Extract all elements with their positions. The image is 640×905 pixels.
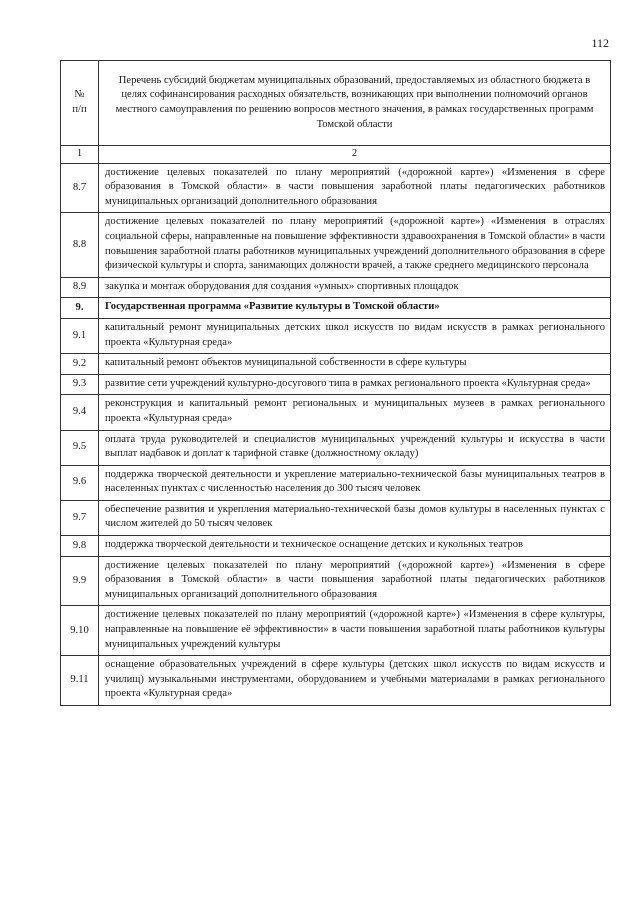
- table-row: [61, 536, 611, 557]
- row-description: закупка и монтаж оборудования для создания «умных» спортивных площадок: [99, 277, 611, 298]
- table-row: [61, 395, 611, 430]
- column-index-1: 1: [61, 146, 99, 164]
- table-section-row: [61, 298, 611, 319]
- row-description: капитальный ремонт объектов муниципальной собственности в сфере культуры: [99, 354, 611, 375]
- row-number: 9.7: [61, 500, 99, 535]
- column-index-row: [61, 146, 611, 164]
- table-row: [61, 430, 611, 465]
- table-row: [61, 465, 611, 500]
- table-row: [61, 656, 611, 706]
- row-number: 9.4: [61, 395, 99, 430]
- row-number: 9.3: [61, 374, 99, 395]
- row-number: 8.9: [61, 277, 99, 298]
- row-description: капитальный ремонт муниципальных детских школ искусств по видам искусств в рамках регионального проекта «Культурная среда»: [99, 318, 611, 353]
- row-description: оснащение образовательных учреждений в сфере культуры (детских школ искусств по видам искусств и училищ) музыкальными инструментами, оборудованием и учебными материалами в рамках регионального проекта «Культурная среда»: [99, 656, 611, 706]
- header-number-column: [61, 61, 99, 146]
- header-title-label: Перечень субсидий бюджетам муниципальных образований, предоставляемых из областного бюджета в целях софинансирования расходных обязательств, возникающих при выполнении полномочий органов местного самоуправления по решению вопросов местного значения, в рамках государственных программ Томской области: [115, 74, 594, 130]
- header-title-column: [99, 61, 611, 146]
- table-row: [61, 606, 611, 656]
- row-number: 9.1: [61, 318, 99, 353]
- subsidies-table: [60, 60, 611, 706]
- header-number-label: № п/п: [72, 89, 87, 115]
- row-description: оплата труда руководителей и специалистов муниципальных учреждений культуры и искусства в части выплат надбавок и доплат к тарифной ставке (должностному окладу): [99, 430, 611, 465]
- row-description: достижение целевых показателей по плану мероприятий («дорожной карте») «Изменения в сфере образования в Томской области» в части повышения заработной платы педагогических работников муниципальных организаций дополнительного образования: [99, 163, 611, 213]
- table-row: [61, 318, 611, 353]
- table-row: [61, 277, 611, 298]
- row-description: обеспечение развития и укрепления материально-технической базы домов культуры в населенных пунктах с числом жителей до 50 тысяч человек: [99, 500, 611, 535]
- table-header-row: [61, 61, 611, 146]
- table-row: [61, 500, 611, 535]
- row-number: 8.7: [61, 163, 99, 213]
- section-title: Государственная программа «Развитие культуры в Томской области»: [99, 298, 611, 319]
- row-number: 9.: [61, 298, 99, 319]
- row-description: достижение целевых показателей по плану мероприятий («дорожной карте») «Изменения в сфере культуры, направленные на повышение её эффективности» в части повышения заработной платы работников культуры муниципальных учреждений культуры: [99, 606, 611, 656]
- row-description: достижение целевых показателей по плану мероприятий («дорожной карте») «Изменения в отраслях социальной сферы, направленные на повышение эффективности здравоохранения в Томской области» в части повышения заработной платы работников муниципальных учреждений дополнительного образования в сфере физической культуры и спорта, занимающих должности врачей, а также среднего медицинского персонала: [99, 213, 611, 277]
- row-description: достижение целевых показателей по плану мероприятий («дорожной карте») «Изменения в сфере образования в Томской области» в части повышения заработной платы педагогических работников муниципальных организаций дополнительного образования: [99, 556, 611, 606]
- row-description: развитие сети учреждений культурно-досугового типа в рамках регионального проекта «Культурная среда»: [99, 374, 611, 395]
- row-number: 9.10: [61, 606, 99, 656]
- table-row: [61, 163, 611, 213]
- row-number: 9.6: [61, 465, 99, 500]
- row-number: 9.8: [61, 536, 99, 557]
- row-description: реконструкция и капитальный ремонт региональных и муниципальных музеев в рамках регионального проекта «Культурная среда»: [99, 395, 611, 430]
- table-row: [61, 213, 611, 277]
- table-row: [61, 556, 611, 606]
- row-number: 9.11: [61, 656, 99, 706]
- row-number: 9.9: [61, 556, 99, 606]
- page-number: 112: [591, 36, 609, 50]
- column-index-2: 2: [99, 146, 611, 164]
- table-row: [61, 374, 611, 395]
- table-row: [61, 354, 611, 375]
- row-description: поддержка творческой деятельности и техническое оснащение детских и кукольных театров: [99, 536, 611, 557]
- row-number: 8.8: [61, 213, 99, 277]
- row-description: поддержка творческой деятельности и укрепление материально-технической базы муниципальных театров в населенных пунктах с численностью населения до 300 тысяч человек: [99, 465, 611, 500]
- row-number: 9.5: [61, 430, 99, 465]
- row-number: 9.2: [61, 354, 99, 375]
